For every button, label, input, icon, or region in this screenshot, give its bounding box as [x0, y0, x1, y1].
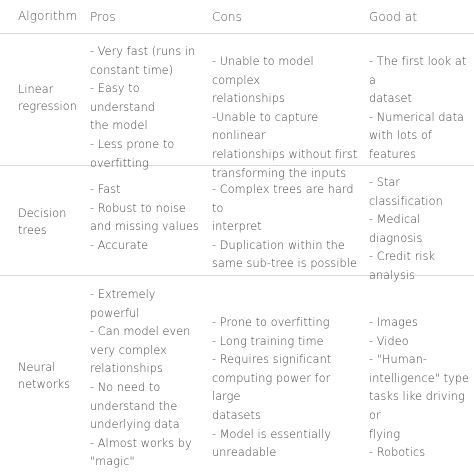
- text-line: - "Human-: [369, 353, 428, 367]
- table-row: [0, 166, 474, 282]
- text-line: intelligence" type: [369, 371, 470, 385]
- text-line-content: - Unable to model complex: [212, 55, 314, 87]
- text-line: - Video: [369, 334, 409, 348]
- text-line: computing power for large: [212, 371, 331, 404]
- text-line: very complex: [90, 343, 167, 357]
- table-row: [0, 276, 474, 470]
- text-line: - Accurate: [90, 238, 149, 252]
- text-line: - Duplication within the: [212, 238, 345, 252]
- text-line: trees: [18, 224, 47, 237]
- good-at-cell: [369, 314, 469, 463]
- text-line: powerful: [90, 306, 140, 320]
- text-line: underlying data: [90, 418, 180, 432]
- text-line: unreadable: [212, 446, 277, 460]
- good-at-cell: [369, 53, 469, 165]
- text-line: - Complex trees are hard to: [212, 183, 354, 215]
- text-line: - Medical: [369, 213, 421, 227]
- text-line: features: [369, 147, 417, 161]
- text-line: overfitting: [90, 156, 149, 170]
- text-line: diagnosis: [369, 231, 423, 245]
- text-line: analysis: [369, 268, 416, 282]
- text-line: - Star classification: [369, 176, 443, 208]
- text-line: - Almost works by: [90, 436, 192, 450]
- text-line: - Model is essentially: [212, 427, 332, 441]
- text-line: with lots of: [369, 129, 432, 143]
- text-line: - Robust to noise: [90, 201, 186, 215]
- good-at-cell: [369, 174, 469, 286]
- text-line: the model: [90, 119, 148, 133]
- header-good-at: Good at: [369, 10, 418, 24]
- text-line: - Credit risk: [369, 250, 436, 264]
- text-line: same sub-tree is possible: [212, 257, 357, 271]
- text-line: Decision: [18, 207, 67, 220]
- text-line: and missing values: [90, 220, 199, 234]
- cons-cell: [212, 314, 358, 463]
- algorithm-name: [18, 81, 88, 115]
- header-cons: Cons: [212, 10, 242, 24]
- text-line: - Very fast (runs in: [90, 45, 196, 58]
- text-line: - Prone to overfitting: [212, 316, 330, 329]
- text-line: interpret: [212, 220, 262, 234]
- pros-cell: [90, 43, 200, 173]
- text-line: - Less prone to: [90, 137, 175, 151]
- text-line: -Unable to capture nonlinear: [212, 110, 319, 143]
- text-line: regression: [18, 100, 77, 113]
- text-line: networks: [18, 378, 71, 391]
- text-line: - Robotics: [369, 446, 426, 460]
- table-row: [0, 34, 474, 180]
- cons-cell: [212, 53, 358, 183]
- text-line: - Fast: [90, 183, 121, 196]
- text-line: relationships without first: [212, 147, 358, 161]
- text-line: constant time): [90, 63, 174, 77]
- text-line: [212, 53, 358, 90]
- text-line: "magic": [90, 455, 135, 469]
- text-line: - Images: [369, 316, 418, 329]
- text-line: - Long training time: [212, 334, 324, 348]
- text-line: Linear: [18, 83, 54, 96]
- text-line: - Extremely: [90, 288, 156, 301]
- algorithm-name: [18, 205, 88, 239]
- header-algorithm: Algorithm: [18, 9, 78, 23]
- algorithm-name: [18, 359, 88, 393]
- text-line: relationships: [90, 362, 163, 376]
- text-line: flying: [369, 427, 401, 441]
- text-line: - Numerical data: [369, 110, 465, 124]
- text-line: - Easy to understand: [90, 82, 156, 114]
- header-pros: Pros: [90, 10, 116, 24]
- text-line: datasets: [212, 408, 261, 422]
- text-line: - Requires significant: [212, 353, 332, 367]
- pros-cell: [90, 286, 200, 472]
- text-line: understand the: [90, 399, 178, 413]
- text-line: - Can model even: [90, 325, 191, 339]
- cons-cell: [212, 181, 358, 274]
- header-row: [0, 0, 474, 34]
- text-line: tasks like driving or: [369, 390, 465, 422]
- text-line: transforming the inputs: [212, 166, 347, 180]
- text-line: Neural: [18, 361, 56, 374]
- text-line: - No need to: [90, 380, 161, 394]
- text-line: dataset: [369, 92, 412, 106]
- text-line: - The first look at a: [369, 55, 467, 87]
- text-line: relationships: [212, 92, 285, 106]
- pros-cell: [90, 181, 200, 255]
